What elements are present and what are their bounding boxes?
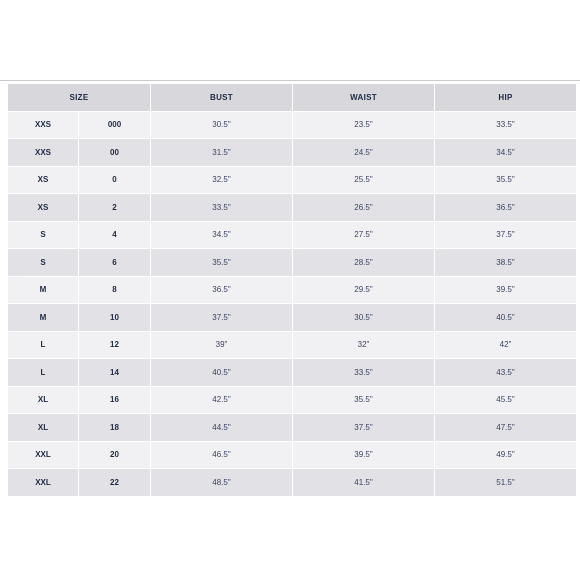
waist-cell: 37.5" <box>293 414 434 441</box>
hip-cell: 37.5" <box>435 222 576 249</box>
bust-cell: 42.5" <box>151 387 292 414</box>
size-number-cell: 14 <box>79 359 150 386</box>
size-letter-cell: M <box>8 304 78 331</box>
header-bust: BUST <box>151 84 292 111</box>
bust-cell: 44.5" <box>151 414 292 441</box>
size-number-cell: 000 <box>79 112 150 139</box>
hip-cell: 36.5" <box>435 194 576 221</box>
table-row <box>8 194 575 221</box>
table-row <box>8 469 575 496</box>
size-number-cell: 18 <box>79 414 150 441</box>
hip-cell: 34.5" <box>435 139 576 166</box>
size-number-cell: 12 <box>79 332 150 359</box>
top-divider <box>0 80 580 81</box>
bust-cell: 46.5" <box>151 442 292 469</box>
size-number-cell: 2 <box>79 194 150 221</box>
size-letter-cell: S <box>8 222 78 249</box>
waist-cell: 35.5" <box>293 387 434 414</box>
bust-cell: 30.5" <box>151 112 292 139</box>
size-letter-cell: L <box>8 332 78 359</box>
waist-cell: 25.5" <box>293 167 434 194</box>
size-letter-cell: XXL <box>8 469 78 496</box>
waist-cell: 28.5" <box>293 249 434 276</box>
hip-cell: 47.5" <box>435 414 576 441</box>
hip-cell: 39.5" <box>435 277 576 304</box>
table-row <box>8 359 575 386</box>
table-row <box>8 332 575 359</box>
size-number-cell: 6 <box>79 249 150 276</box>
table-row <box>8 304 575 331</box>
size-letter-cell: XS <box>8 167 78 194</box>
hip-cell: 40.5" <box>435 304 576 331</box>
bust-cell: 36.5" <box>151 277 292 304</box>
bust-cell: 33.5" <box>151 194 292 221</box>
bust-cell: 32.5" <box>151 167 292 194</box>
size-letter-cell: S <box>8 249 78 276</box>
waist-cell: 39.5" <box>293 442 434 469</box>
table-header-row <box>8 84 575 111</box>
header-size: SIZE <box>8 84 150 111</box>
size-letter-cell: XXL <box>8 442 78 469</box>
waist-cell: 24.5" <box>293 139 434 166</box>
size-letter-cell: L <box>8 359 78 386</box>
size-letter-cell: XXS <box>8 139 78 166</box>
waist-cell: 29.5" <box>293 277 434 304</box>
table-row <box>8 167 575 194</box>
waist-cell: 23.5" <box>293 112 434 139</box>
bust-cell: 35.5" <box>151 249 292 276</box>
size-letter-cell: XS <box>8 194 78 221</box>
size-letter-cell: XL <box>8 414 78 441</box>
bust-cell: 34.5" <box>151 222 292 249</box>
header-waist: WAIST <box>293 84 434 111</box>
table-row <box>8 414 575 441</box>
table-row <box>8 222 575 249</box>
size-number-cell: 0 <box>79 167 150 194</box>
waist-cell: 32" <box>293 332 434 359</box>
size-number-cell: 8 <box>79 277 150 304</box>
waist-cell: 41.5" <box>293 469 434 496</box>
waist-cell: 30.5" <box>293 304 434 331</box>
hip-cell: 38.5" <box>435 249 576 276</box>
hip-cell: 33.5" <box>435 112 576 139</box>
table-row <box>8 249 575 276</box>
hip-cell: 49.5" <box>435 442 576 469</box>
size-letter-cell: M <box>8 277 78 304</box>
bust-cell: 39" <box>151 332 292 359</box>
bust-cell: 40.5" <box>151 359 292 386</box>
size-chart-table <box>8 84 575 497</box>
waist-cell: 33.5" <box>293 359 434 386</box>
size-letter-cell: XXS <box>8 112 78 139</box>
bust-cell: 48.5" <box>151 469 292 496</box>
size-number-cell: 00 <box>79 139 150 166</box>
size-number-cell: 16 <box>79 387 150 414</box>
header-hip: HIP <box>435 84 576 111</box>
size-number-cell: 22 <box>79 469 150 496</box>
size-number-cell: 10 <box>79 304 150 331</box>
table-body <box>8 112 575 496</box>
size-number-cell: 20 <box>79 442 150 469</box>
table-row <box>8 112 575 139</box>
hip-cell: 45.5" <box>435 387 576 414</box>
bust-cell: 37.5" <box>151 304 292 331</box>
size-letter-cell: XL <box>8 387 78 414</box>
table-row <box>8 442 575 469</box>
table-row <box>8 387 575 414</box>
table-row <box>8 277 575 304</box>
waist-cell: 26.5" <box>293 194 434 221</box>
waist-cell: 27.5" <box>293 222 434 249</box>
bust-cell: 31.5" <box>151 139 292 166</box>
hip-cell: 42" <box>435 332 576 359</box>
hip-cell: 43.5" <box>435 359 576 386</box>
hip-cell: 51.5" <box>435 469 576 496</box>
hip-cell: 35.5" <box>435 167 576 194</box>
size-number-cell: 4 <box>79 222 150 249</box>
table-row <box>8 139 575 166</box>
